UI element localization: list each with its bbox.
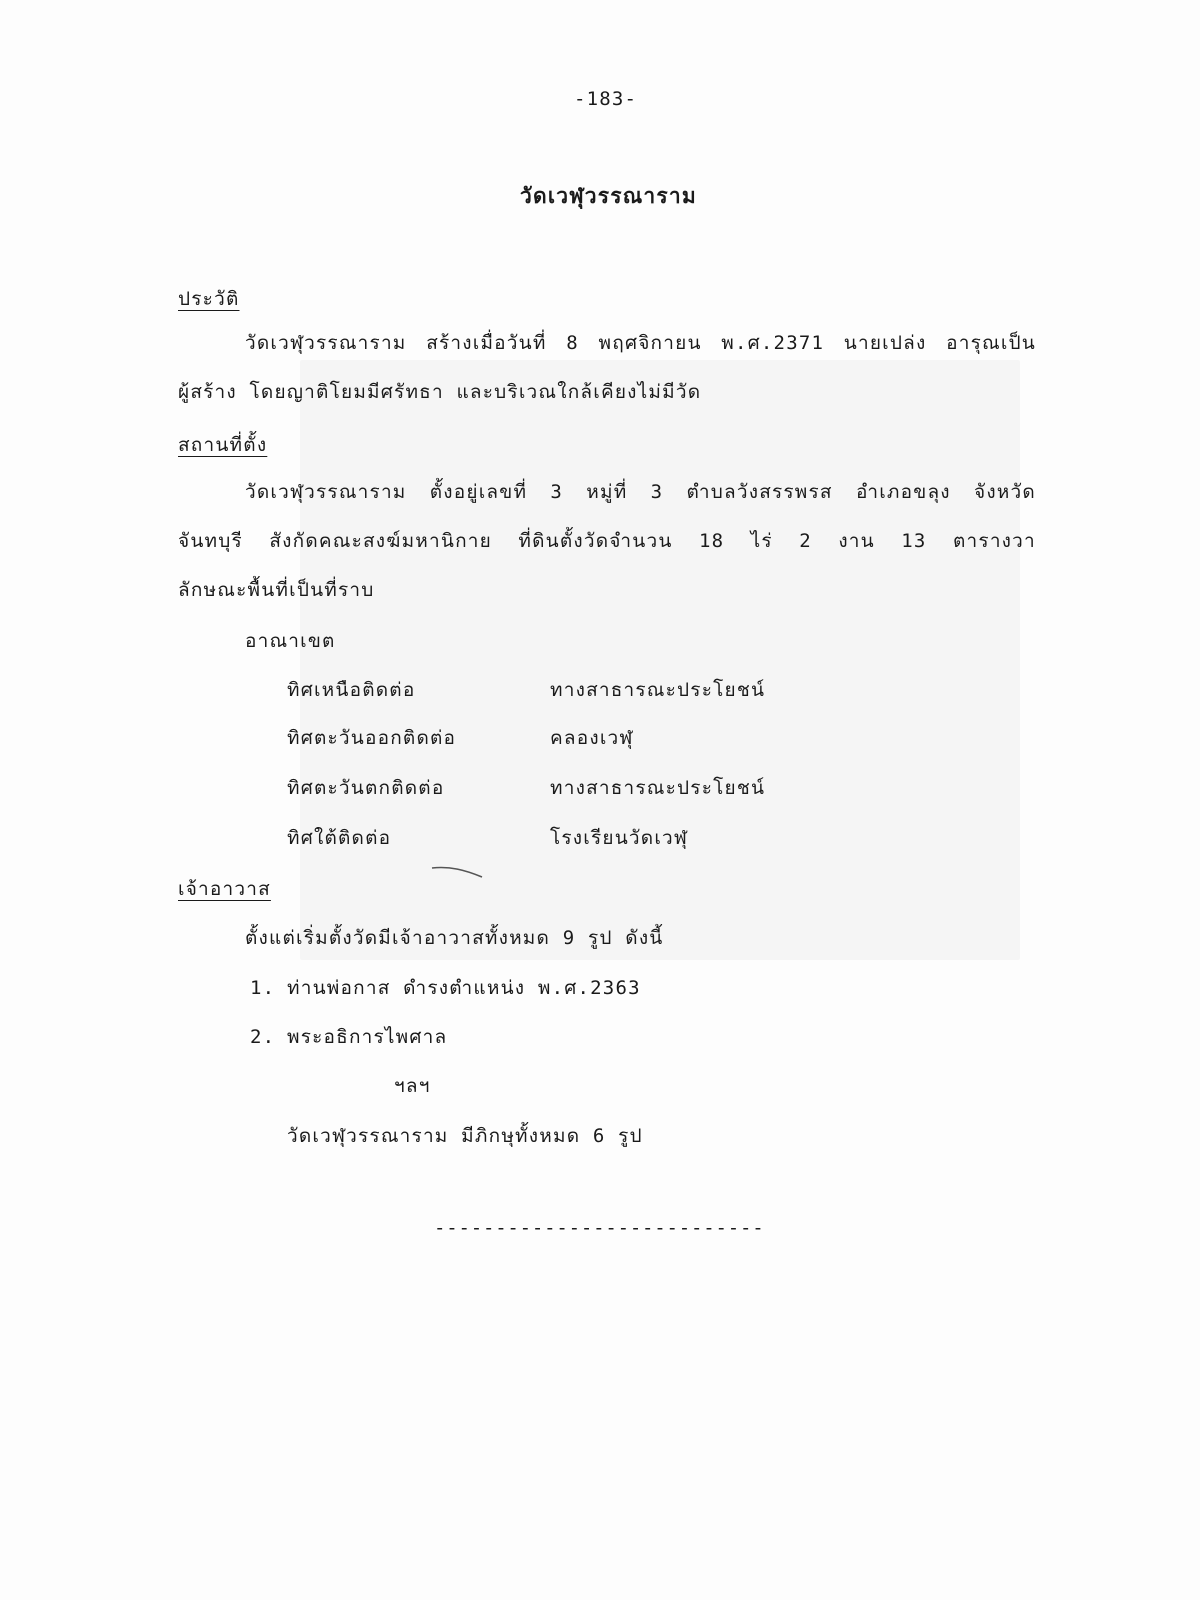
history-heading: ประวัติ [178,288,240,310]
abbots-heading: เจ้าอาวาส [178,878,271,900]
page-number: -183- [574,88,638,110]
word: 8 [566,332,579,354]
boundary-adjacent: คลองเวฬุ [550,727,634,749]
word: งาน [838,530,875,552]
word: พฤศจิกายน [598,332,702,354]
page-title: วัดเวฬุวรรณาราม [520,184,697,208]
word: ที่ดินตั้งวัดจำนวน [518,530,673,552]
word: จันทบุรี [178,530,243,552]
word: อารุณเป็น [946,332,1036,354]
word: จังหวัด [974,481,1036,503]
boundary-adjacent: ทางสาธารณะประโยชน์ [550,777,766,799]
boundary-adjacent: ทางสาธารณะประโยชน์ [550,679,766,701]
word: 2 [799,530,812,552]
word: หมู่ที่ [586,481,628,503]
abbot-number: 1. [250,977,276,999]
monk-count: วัดเวฬุวรรณาราม มีภิกษุทั้งหมด 6 รูป [287,1125,643,1147]
word: อำเภอขลุง [855,481,951,503]
pen-mark [430,862,490,882]
location-paragraph-line-2 [178,532,1036,551]
boundary-direction: ทิศใต้ติดต่อ [287,827,392,849]
history-paragraph-line-1 [245,334,1036,353]
boundary-heading: อาณาเขต [245,630,336,652]
word: พ.ศ.2371 [721,332,825,354]
word: สังกัดคณะสงฆ์มหานิกาย [269,530,492,552]
word: วัดเวฬุวรรณาราม [245,332,407,354]
word: 13 [901,530,927,552]
word: ตั้งอยู่เลขที่ [429,481,528,503]
boundary-adjacent: โรงเรียนวัดเวฬุ [550,827,689,849]
abbot-entry: พระอธิการไพศาล [287,1026,448,1048]
word: ตำบลวังสรรพรส [686,481,833,503]
word: 3 [650,481,664,503]
word: 3 [550,481,564,503]
boundary-direction: ทิศเหนือติดต่อ [287,679,416,701]
abbot-entry: ท่านพ่อกาส ดำรงตำแหน่ง พ.ศ.2363 [287,977,641,999]
etc-mark: ฯลฯ [394,1075,431,1097]
history-paragraph-line-2: ผู้สร้าง โดยญาติโยมมีศรัทธา และบริเวณใกล้เคียงไม่มีวัด [178,381,702,403]
word: สร้างเมื่อวันที่ [426,332,547,354]
abbots-intro: ตั้งแต่เริ่มตั้งวัดมีเจ้าอาวาสทั้งหมด 9 รูป ดังนี้ [245,927,664,949]
word: 18 [698,530,725,552]
word: วัดเวฬุวรรณาราม [245,481,407,503]
end-rule: --------------------------- [434,1217,765,1239]
boundary-direction: ทิศตะวันตกติดต่อ [287,777,445,799]
word: ไร่ [750,530,773,552]
location-paragraph-line-3: ลักษณะพื้นที่เป็นที่ราบ [178,579,375,601]
word: นายเปล่ง [843,332,927,354]
location-paragraph-line-1 [245,483,1036,502]
boundary-direction: ทิศตะวันออกติดต่อ [287,727,457,749]
word: ตารางวา [953,530,1036,552]
location-heading: สถานที่ตั้ง [178,434,268,456]
abbot-number: 2. [250,1026,276,1048]
show-through-marks [300,360,1020,960]
